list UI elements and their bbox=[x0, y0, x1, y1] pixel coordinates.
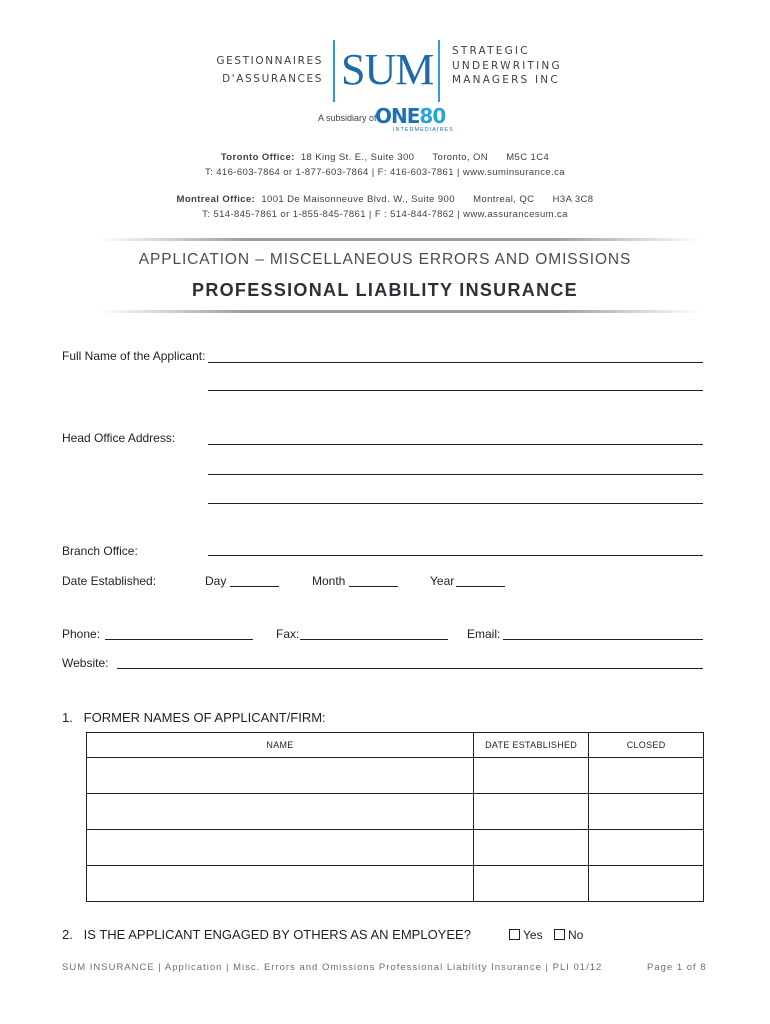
logo-right-line3: MANAGERS INC bbox=[452, 74, 560, 86]
full-name-label: Full Name of the Applicant: bbox=[62, 349, 206, 363]
parent-logo-subtitle: INTERMEDIAIRES bbox=[393, 127, 454, 133]
date-established-cell[interactable] bbox=[474, 758, 589, 794]
column-header-name: NAME bbox=[87, 733, 474, 758]
header-rule-top bbox=[100, 238, 700, 241]
year-label: Year bbox=[430, 574, 455, 588]
footer-text: SUM INSURANCE | Application | Misc. Errors and Omissions Professional Liability Insurance | PLI 01/12 bbox=[62, 962, 603, 973]
header-rule-bottom bbox=[100, 310, 700, 313]
form-subtitle: PROFESSIONAL LIABILITY INSURANCE bbox=[192, 280, 578, 300]
date-established-cell[interactable] bbox=[474, 830, 589, 866]
month-label: Month bbox=[312, 574, 346, 588]
name-cell[interactable] bbox=[87, 866, 474, 902]
closed-cell[interactable] bbox=[589, 830, 704, 866]
table-row bbox=[87, 794, 704, 830]
head-office-field-3[interactable] bbox=[208, 503, 703, 504]
page-number: Page 1 of 8 bbox=[647, 962, 707, 973]
no-label: No bbox=[568, 928, 584, 942]
name-cell[interactable] bbox=[87, 830, 474, 866]
email-field[interactable] bbox=[503, 639, 703, 640]
former-names-table bbox=[86, 732, 704, 902]
parent-logo-eighty: 80 bbox=[419, 104, 446, 128]
logo-right-line1: STRATEGIC bbox=[452, 45, 530, 57]
date-established-cell[interactable] bbox=[474, 866, 589, 902]
head-office-label: Head Office Address: bbox=[62, 431, 176, 445]
month-field[interactable] bbox=[349, 586, 398, 587]
email-label: Email: bbox=[467, 627, 501, 641]
toronto-office-line bbox=[0, 151, 770, 164]
montreal-office-label: Montreal Office: bbox=[176, 194, 256, 205]
toronto-office-label: Toronto Office: bbox=[220, 152, 295, 163]
branch-office-field[interactable] bbox=[208, 555, 703, 556]
year-field[interactable] bbox=[456, 586, 505, 587]
subsidiary-label: A subsidiary of bbox=[318, 113, 377, 123]
closed-cell[interactable] bbox=[589, 866, 704, 902]
name-cell[interactable] bbox=[87, 758, 474, 794]
date-established-cell[interactable] bbox=[474, 794, 589, 830]
logo-mark: SUM bbox=[341, 45, 434, 94]
full-name-field-2[interactable] bbox=[208, 390, 703, 391]
table-row bbox=[87, 758, 704, 794]
head-office-field-1[interactable] bbox=[208, 444, 703, 445]
logo-divider-left bbox=[333, 40, 335, 102]
full-name-field[interactable] bbox=[208, 362, 703, 363]
no-checkbox[interactable] bbox=[554, 929, 565, 940]
section2-title: 2. IS THE APPLICANT ENGAGED BY OTHERS AS AN EMPLOYEE? bbox=[62, 927, 471, 942]
parent-logo-one: ONE bbox=[375, 104, 420, 128]
website-label: Website: bbox=[62, 656, 109, 670]
website-field[interactable] bbox=[117, 668, 703, 669]
parent-logo bbox=[375, 104, 445, 128]
yes-checkbox[interactable] bbox=[509, 929, 520, 940]
montreal-contact: T: 514-845-7861 or 1-855-845-7861 | F : 514-844-7862 | www.assurancesum.ca bbox=[202, 209, 568, 220]
phone-label: Phone: bbox=[62, 627, 101, 641]
date-established-label: Date Established: bbox=[62, 574, 157, 588]
montreal-office-line bbox=[0, 193, 770, 206]
toronto-office-address: 18 King St. E., Suite 300 Toronto, ON M5C 1C4 bbox=[300, 152, 550, 163]
fax-label: Fax: bbox=[276, 627, 300, 641]
day-label: Day bbox=[205, 574, 227, 588]
section1-title: 1. FORMER NAMES OF APPLICANT/FIRM: bbox=[62, 710, 326, 725]
logo-left-text bbox=[216, 52, 323, 88]
yes-label: Yes bbox=[523, 928, 543, 942]
closed-cell[interactable] bbox=[589, 794, 704, 830]
closed-cell[interactable] bbox=[589, 758, 704, 794]
branch-office-label: Branch Office: bbox=[62, 544, 138, 558]
column-header-closed: CLOSED bbox=[589, 733, 704, 758]
no-option[interactable] bbox=[554, 928, 583, 942]
logo-left-line2: D'ASSURANCES bbox=[222, 73, 323, 85]
montreal-office-address: 1001 De Maisonneuve Blvd. W., Suite 900 Montreal, QC H3A 3C8 bbox=[261, 194, 594, 205]
yes-option[interactable] bbox=[509, 928, 543, 942]
logo-right-line2: UNDERWRITING bbox=[452, 59, 562, 72]
form-title: APPLICATION – MISCELLANEOUS ERRORS AND OMISSIONS bbox=[138, 251, 632, 268]
head-office-field-2[interactable] bbox=[208, 474, 703, 475]
logo-divider-right bbox=[438, 40, 440, 102]
day-field[interactable] bbox=[230, 586, 279, 587]
name-cell[interactable] bbox=[87, 794, 474, 830]
logo-left-line1: GESTIONNAIRES bbox=[216, 55, 323, 67]
phone-field[interactable] bbox=[105, 639, 253, 640]
table-row bbox=[87, 830, 704, 866]
column-header-date-established: DATE ESTABLISHED bbox=[474, 733, 589, 758]
table-row bbox=[87, 866, 704, 902]
table-header-row bbox=[87, 733, 704, 758]
fax-field[interactable] bbox=[300, 639, 448, 640]
toronto-contact: T: 416-603-7864 or 1-877-603-7864 | F: 416-603-7861 | www.suminsurance.ca bbox=[205, 167, 565, 178]
logo-right-text bbox=[452, 44, 562, 88]
